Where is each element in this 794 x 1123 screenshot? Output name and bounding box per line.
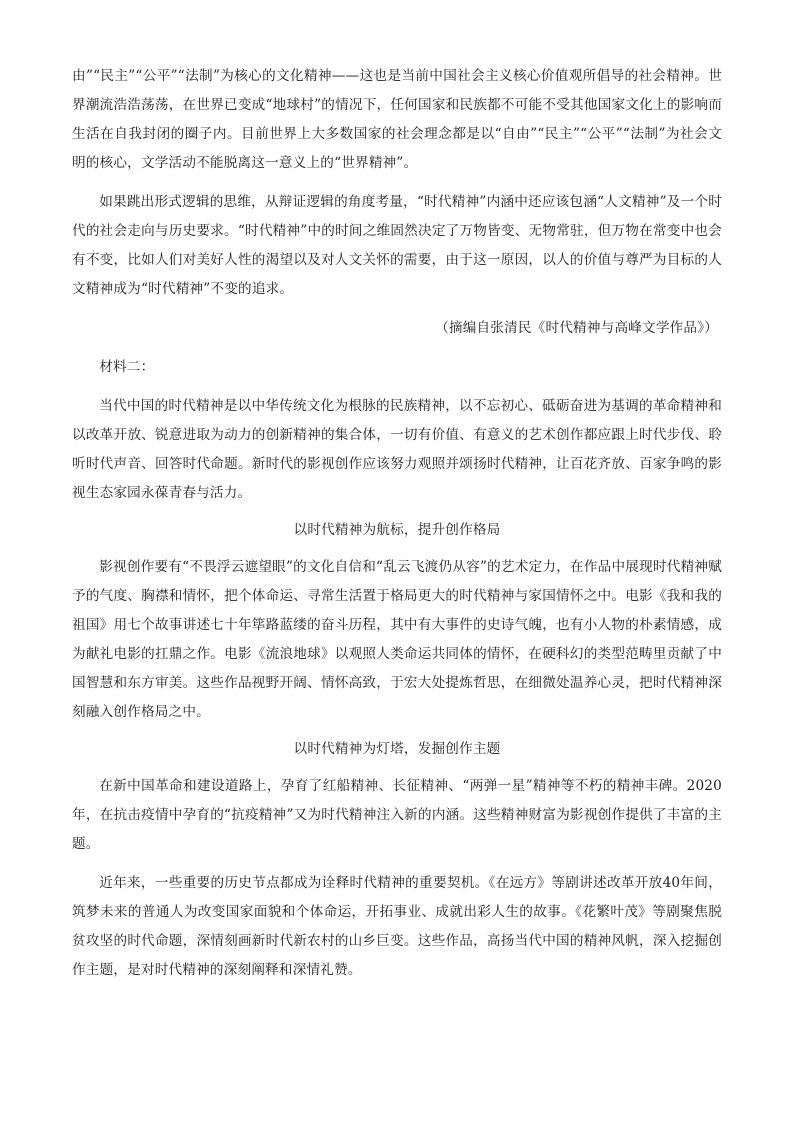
paragraph-1: 由”“民主”“公平”“法制”为核心的文化精神——这也是当前中国社会主义核心价值观所倡导的社会精神。世界潮流浩浩荡荡，在世界已变成“地球村”的情况下，任何国家和民族都不可能不受其他国家文化上的影响而生活在自我封闭的圈子内。目前世界上大多数国家的社会理念都是以“自由”“民主”“公平”“法制”为社会文明的核心，文学活动不能脱离这一意义上的“世界精神”。 <box>72 68 722 171</box>
paragraph-5: 在新中国革命和建设道路上，孕育了红船精神、长征精神、“两弹一星”精神等不朽的精神丰碑。2020年，在抗击疫情中孕育的“抗疫精神”又为时代精神注入新的内涵。这些精神财富为影视创作提供了丰富的主题。 <box>72 778 722 852</box>
section-heading-1: 以时代精神为航标，提升创作格局 <box>293 522 501 538</box>
source-citation: （摘编自张清民《时代精神与高峰文学作品》） <box>435 320 718 336</box>
section-heading-2: 以时代精神为灯塔，发掘创作主题 <box>293 741 501 757</box>
paragraph-4: 影视创作要有“不畏浮云遮望眼”的文化自信和“乱云飞渡仍从容”的艺术定力，在作品中展现时代精神赋予的气度、胸襟和情怀，把个体命运、寻常生活置于格局更大的时代精神与家国情怀之中。电影《我和我的祖国》用七个故事讲述七十年筚路蓝缕的奋斗历程，其中有大事件的史诗气魄，也有小人物的朴素情感，成为献礼电影的扛鼎之作。电影《流浪地球》以观照人类命运共同体的情怀，在硬科幻的类型范畴里贡献了中国智慧和东方审美。这些作品视野开阔、情怀高致，于宏大处提炼哲思，在细微处温养心灵，把时代精神深刻融入创作格局之中。 <box>72 559 722 720</box>
document-page <box>72 62 722 985</box>
paragraph-6: 近年来，一些重要的历史节点都成为诠释时代精神的重要契机。《在远方》等剧讲述改革开放40年间，筑梦未来的普通人为改变国家面貌和个体命运，开拓事业、成就出彩人生的故事。《花繁叶茂》等剧聚焦脱贫攻坚的时代命题，深情刻画新时代新农村的山乡巨变。这些作品，高扬当代中国的精神风帆，深入挖掘创作主题，是对时代精神的深刻阐释和深情礼赞。 <box>72 875 722 978</box>
paragraph-3: 当代中国的时代精神是以中华传统文化为根脉的民族精神，以不忘初心、砥砺奋进为基调的革命精神和以改革开放、锐意进取为动力的创新精神的集合体，一切有价值、有意义的艺术创作都应跟上时代步伐、聆听时代声音、回答时代命题。新时代的影视创作应该努力观照并颂扬时代精神，让百花齐放、百家争鸣的影视生态家园永葆青春与活力。 <box>72 398 722 501</box>
paragraph-2: 如果跳出形式逻辑的思维，从辩证逻辑的角度考量，“时代精神”内涵中还应该包涵“人文精神”及一个时代的社会走向与历史要求。“时代精神”中的时间之维固然决定了万物皆变、无物常驻，但万物在常变中也会有不变，比如人们对美好人性的渴望以及对人文关怀的需要，由于这一原因，以人的价值与尊严为目标的人文精神成为“时代精神”不变的追求。 <box>72 194 722 297</box>
material-label: 材料二： <box>99 359 155 375</box>
